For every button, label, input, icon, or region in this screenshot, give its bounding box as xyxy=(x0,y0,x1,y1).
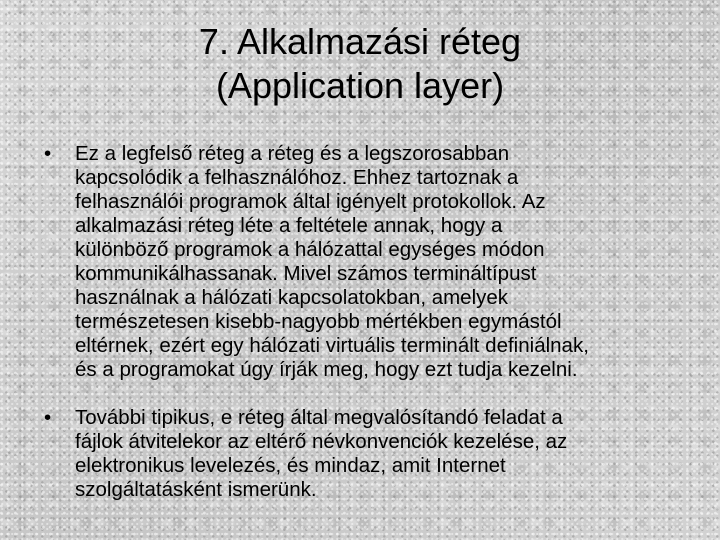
bullet-marker: • xyxy=(44,142,52,165)
bullet-item-1 xyxy=(44,142,694,382)
title-line-2: (Application layer) xyxy=(215,65,505,106)
bullet-2-line-1: További tipikus, e réteg által megvalósítandó feladat a xyxy=(75,406,563,429)
slide-body xyxy=(44,142,694,502)
bullet-1-line-6: kommunikálhassanak. Mivel számos termináltípust xyxy=(75,262,537,285)
bullet-1-line-3: felhasználói programok által igényelt protokollok. Az xyxy=(75,190,546,213)
bullet-1-line-4: alkalmazási réteg léte a feltétele annak, hogy a xyxy=(75,214,503,237)
slide-title xyxy=(0,20,720,108)
bullet-1-line-9: eltérnek, ezért egy hálózati virtuális terminált definiálnak, xyxy=(75,334,589,357)
bullet-2-line-2: fájlok átvitelekor az eltérő névkonvenciók kezelése, az xyxy=(75,430,568,453)
bullet-1-line-5: különböző programok a hálózattal egységes módon xyxy=(75,238,545,261)
bullet-marker: • xyxy=(44,406,52,429)
bullet-1-line-2: kapcsolódik a felhasználóhoz. Ehhez tartoznak a xyxy=(75,166,519,189)
bullet-item-2 xyxy=(44,406,694,502)
title-line-1: 7. Alkalmazási réteg xyxy=(198,21,522,62)
bullet-1-line-10: és a programokat úgy írják meg, hogy ezt tudja kezelni. xyxy=(75,358,578,381)
bullet-1-line-8: természetesen kisebb-nagyobb mértékben egymástól xyxy=(75,310,562,333)
bullet-1-line-1: Ez a legfelső réteg a réteg és a legszorosabban xyxy=(75,142,510,165)
bullet-1-line-7: használnak a hálózati kapcsolatokban, amelyek xyxy=(75,286,509,309)
bullet-2-line-4: szolgáltatásként ismerünk. xyxy=(75,478,317,501)
bullet-2-line-3: elektronikus levelezés, és mindaz, amit Internet xyxy=(75,454,506,477)
